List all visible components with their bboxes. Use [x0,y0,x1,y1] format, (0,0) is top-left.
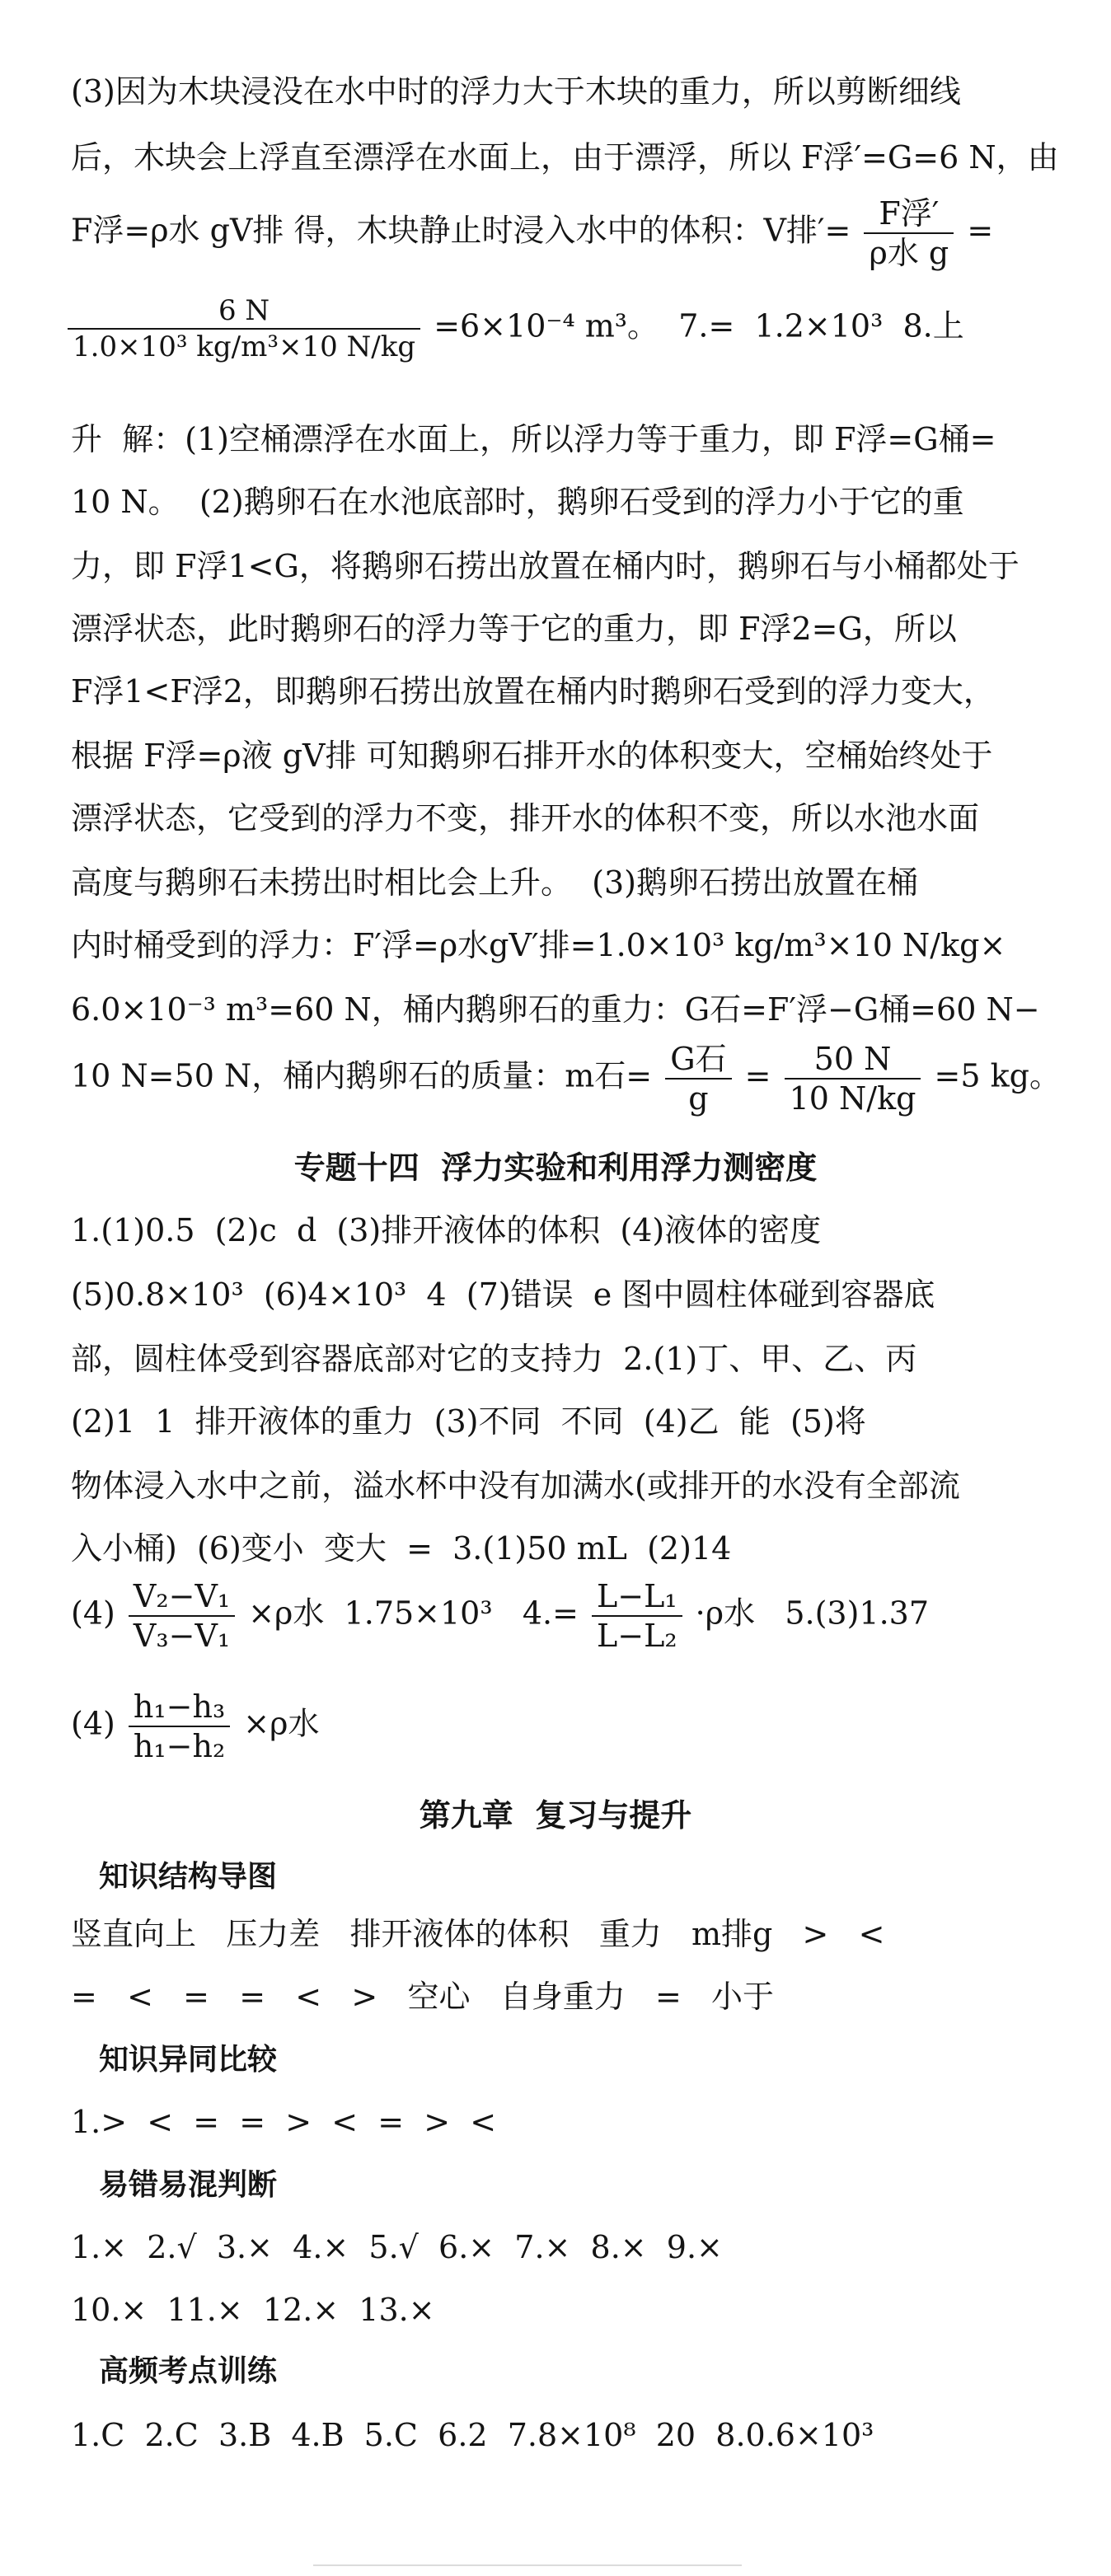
text-line: F浮1<F浮2，即鹅卵石捞出放置在桶内时鹅卵石受到的浮力变大， [71,673,995,710]
text-line: 漂浮状态，此时鹅卵石的浮力等于它的重力，即 F浮2=G，所以 [71,611,957,647]
text-line: = < = = < > 空心 自身重力 = 小于 [71,1979,775,2015]
text-line: 物体浸入水中之前，溢水杯中没有加满水(或排开的水没有全部流 [71,1468,960,1504]
fraction: $\frac{6 N}{\text{1.0×10³ kg/m³×10 N/kg}}$ [68,297,420,361]
fraction: $\frac{\text{G石}}{g}$ [665,1043,731,1114]
text-line: 根据 F浮=ρ液 gV排 可知鹅卵石排开水的体积变大，空桶始终处于 [71,738,993,774]
bottom-divider [313,2564,742,2566]
text-line: 升 解：(1)空桶漂浮在水面上，所以浮力等于重力，即 F浮=G桶= [71,421,996,457]
subsection-title: 知识异同比较 [99,2043,278,2077]
text-line: (2)1 1 排开液体的重力 (3)不同 不同 (4)乙 能 (5)将 [71,1403,866,1440]
text-line: 竖直向上 压力差 排开液体的体积 重力 m排g > < [71,1916,885,1952]
text-line-with-fraction: (4) $\frac{\text{V₂−V₁}}{\text{V₃−V₁}}$ ×ρ水 1.75×10³ 4.= $\frac{\text{L−L₁}}{\text{L−L₂}}$ ·ρ水 5.(3)1.37 [71,1578,930,1654]
fraction: $\frac{\text{h₁−h₃}}{\text{h₁−h₂}}$ [129,1691,230,1762]
text-line: (3)因为木块浸没在水中时的浮力大于木块的重力，所以剪断细线 [71,73,961,110]
fraction: $\frac{\text{L−L₁}}{\text{L−L₂}}$ [592,1581,682,1651]
text-line: 漂浮状态，它受到的浮力不变，排开水的体积不变，所以水池水面 [71,800,980,836]
text-line-with-fraction: (4) $\frac{\text{h₁−h₃}}{\text{h₁−h₂}}$ ×ρ水 [71,1688,320,1764]
text-line: 内时桶受到的浮力：F′浮=ρ水gV′排=1.0×10³ kg/m³×10 N/kg× [71,927,1006,963]
fraction: $\frac{\text{V₂−V₁}}{\text{V₃−V₁}}$ [129,1581,235,1651]
chapter-title: 第九章 复习与提升 [419,1797,692,1834]
text-line: 10 N。 (2)鹅卵石在水池底部时，鹅卵石受到的浮力小于它的重 [71,484,964,520]
fraction: $\frac{50 N}{10 N/kg}$ [785,1043,921,1114]
text-line: 1.C 2.C 3.B 4.B 5.C 6.2 7.8×10⁸ 20 8.0.6×10³ [71,2417,874,2453]
subsection-title: 知识结构导图 [99,1860,278,1894]
text-line: 后，木块会上浮直至漂浮在水面上，由于漂浮，所以 F浮′=G=6 N，由 [71,139,1059,176]
text-line: 入小桶) (6)变小 变大 = 3.(1)50 mL (2)14 [71,1530,732,1567]
text-line: 10.× 11.× 12.× 13.× [71,2292,435,2328]
text-line: 1.> < = = > < = > < [71,2104,497,2140]
text-line-with-fraction: F浮=ρ水 gV排 得，木块静止时浸入水中的体积：V排′= $\frac{\text{F浮′}}{\text{ρ水 g}}$ = [71,195,994,271]
fraction: $\frac{\text{F浮′}}{\text{ρ水 g}}$ [864,198,954,269]
text-line: 高度与鹅卵石未捞出时相比会上升。 (3)鹅卵石捞出放置在桶 [71,864,918,901]
subsection-title: 易错易混判断 [99,2168,278,2202]
text-line: 1.× 2.√ 3.× 4.× 5.√ 6.× 7.× 8.× 9.× [71,2229,723,2265]
section-title: 专题十四 浮力实验和利用浮力测密度 [293,1150,818,1186]
text-line: 力，即 F浮1<G，将鹅卵石捞出放置在桶内时，鹅卵石与小桶都处于 [71,548,1020,584]
text-line-with-fraction: 10 N=50 N，桶内鹅卵石的质量：m石= $\frac{\text{G石}}{g}$ = $\frac{50 N}{10 N/kg}$ =5 kg。 [71,1041,1061,1117]
text-line: 1.(1)0.5 (2)c d (3)排开液体的体积 (4)液体的密度 [71,1212,822,1248]
text-line-with-fraction: $\frac{6 N}{\text{1.0×10³ kg/m³×10 N/kg}}$ =6×10⁻⁴ m³。 7.= 1.2×10³ 8.上 [0,297,1111,361]
text-line: 部，圆柱体受到容器底部对它的支持力 2.(1)丁、甲、乙、丙 [71,1341,917,1377]
text-line: (5)0.8×10³ (6)4×10³ 4 (7)错误 e 图中圆柱体碰到容器底 [71,1276,935,1313]
text-line: 6.0×10⁻³ m³=60 N，桶内鹅卵石的重力：G石=F′浮−G桶=60 N− [71,991,1040,1028]
subsection-title: 高频考点训练 [99,2354,278,2388]
